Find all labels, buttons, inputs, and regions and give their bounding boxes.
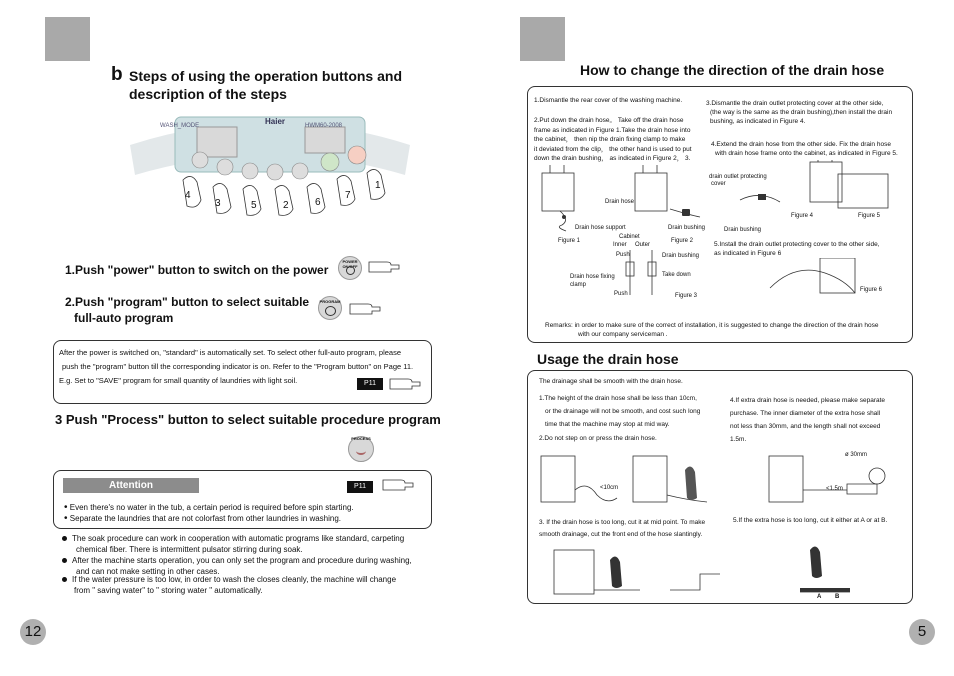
pointing-hand-icon-3 xyxy=(388,375,422,393)
right-page-tab xyxy=(520,17,565,61)
attention-label: Attention xyxy=(63,478,199,493)
left-title-line2: description of the steps xyxy=(129,86,287,102)
panel-brand: Haier xyxy=(265,117,286,126)
power-button-icon xyxy=(338,256,362,280)
usage-3-line2: smooth drainage, cut the front end of the hose slantingly. xyxy=(539,531,703,538)
usage-title: Usage the drain hose xyxy=(537,351,679,367)
note-1-line2: chemical fiber. There is intermittent pulsator stirring during soak. xyxy=(76,545,303,554)
dir-step3-line2: (the way is the same as the drain bushing),then install the drain xyxy=(710,109,893,116)
finger-number-5: 6 xyxy=(315,197,321,208)
finger-number-6: 7 xyxy=(345,190,351,201)
pointing-hand-icon xyxy=(367,258,401,276)
dir-step2-line2: frame as indicated in Figure 1.Take the drain hose into xyxy=(534,126,691,134)
label-figure-1: Figure 1 xyxy=(558,238,581,244)
right-page-number: 5 xyxy=(909,619,935,645)
figure-4-5-illustration xyxy=(720,160,900,220)
dir-step3-line1: 3.Dismantle the drain outlet protecting cover at the other side, xyxy=(706,100,884,107)
attention-item-1: • Even there's no water in the tub, a certain period is required before spin starting. xyxy=(64,502,354,513)
usage-1-line2: or the drainage will not be smooth, and cost such long xyxy=(545,408,701,415)
step3-text: 3 Push "Process" button to select suitable procedure program xyxy=(55,412,441,427)
left-title-line1: Steps of using the operation buttons and xyxy=(129,68,402,84)
info-line1: After the power is switched on, "standard" is automatically set. To select other full-auto program, please xyxy=(59,348,402,357)
left-page-tab xyxy=(45,17,90,61)
power-button-label: POWER ON/OFF xyxy=(342,259,358,269)
label-cabinet: Cabinet xyxy=(619,234,640,240)
label-take-down: Take down xyxy=(662,272,691,278)
finger-number-7: 1 xyxy=(375,180,381,191)
label-drain-bushing: Drain bushing xyxy=(668,225,706,231)
usage-1-line1: 1.The height of the drain hose shall be less than 10cm, xyxy=(539,395,697,402)
label-b: B xyxy=(835,594,840,600)
note-3 xyxy=(62,574,442,596)
usage-intro: The drainage shall be smooth with the drain hose. xyxy=(539,378,683,385)
dir-step4-line2: with drain hose frame onto the cabinet, as indicated in Figure 5. xyxy=(715,150,898,157)
pointing-hand-icon-2 xyxy=(348,300,382,318)
label-figure-2: Figure 2 xyxy=(671,238,694,244)
attention-item-2: • Separate the laundries that are not colorfast from other laundries in washing. xyxy=(64,513,342,524)
note-2-line2: and can not make setting in other cases. xyxy=(76,567,220,576)
usage-3-line1: 3. If the drain hose is too long, cut it at mid point. To make xyxy=(539,519,706,526)
pointing-hand-icon-4 xyxy=(381,476,415,494)
remarks xyxy=(545,321,878,339)
dir-step1: 1.Dismantle the rear cover of the washing machine. xyxy=(534,97,683,104)
dir-step2-line4: it deviated from the clip， the other hand is used to put xyxy=(534,145,692,153)
label-push: Push xyxy=(616,252,630,258)
dir-step2-line1: 2.Put down the drain hose。 Take off the drain hose xyxy=(534,117,684,124)
section-letter: b xyxy=(111,64,123,85)
dir-step5-line2: as indicated in Figure 6 xyxy=(714,250,782,257)
remarks-line2: with our company serviceman . xyxy=(578,331,668,338)
info-line3: E.g. Set to "SAVE" program for small quantity of laundries with light soil. xyxy=(59,376,298,385)
process-button-label: PROCESS xyxy=(351,436,371,441)
usage-3 xyxy=(539,517,705,541)
power-symbol-icon xyxy=(346,266,355,275)
note-3-line2: from " saving water" to " storing water " automatically. xyxy=(74,586,263,595)
usage-2: 2.Do not step on or press the drain hose. xyxy=(539,435,657,442)
label-drain-hose-support: Drain hose support xyxy=(575,225,626,231)
label-push-2: Push xyxy=(614,291,628,297)
attention-item-1-text: Even there's no water in the tub, a certain period is required before spin starting. xyxy=(69,503,354,512)
label-figure-3: Figure 3 xyxy=(675,293,698,299)
figure-3-illustration xyxy=(620,250,660,295)
label-figure-6: Figure 6 xyxy=(860,287,883,293)
label-1-5m: <1.5m xyxy=(826,486,843,492)
finger-number-1: 4 xyxy=(185,190,191,201)
label-drain-bushing-2: Drain bushing xyxy=(662,253,700,259)
usage-4-line3: not less than 30mm, and the length shall not exceed xyxy=(730,423,881,430)
label-figure-4: Figure 4 xyxy=(791,213,814,219)
step2-line1: 2.Push "program" button to select suitable xyxy=(65,295,310,309)
label-a: A xyxy=(817,594,822,600)
dir-step5 xyxy=(714,240,880,258)
dir-step4 xyxy=(711,140,898,158)
label-10cm: <10cm xyxy=(600,485,619,491)
panel-mode-text: WASH_MODE xyxy=(160,123,200,129)
usage-4-line2: purchase. The inner diameter of the extra hose shall xyxy=(730,410,881,417)
step1-text: 1.Push "power" button to switch on the power xyxy=(65,263,329,277)
usage-4 xyxy=(730,394,885,446)
finger-number-2: 3 xyxy=(215,198,221,209)
attention-item-2-text: Separate the laundries that are not colorfast from other laundries in washing. xyxy=(69,514,342,523)
usage-5: 5.If the extra hose is too long, cut it either at A or at B. xyxy=(733,517,888,524)
note-1 xyxy=(62,533,442,555)
figure-6-illustration xyxy=(765,258,865,303)
label-outer: Outer xyxy=(635,242,651,248)
label-30mm: ø 30mm xyxy=(845,452,868,458)
label-fixing-clamp-2: clamp xyxy=(570,282,587,288)
finger-number-4: 2 xyxy=(283,200,289,211)
usage-1 xyxy=(539,392,700,431)
panel-model: HWM60-2008 xyxy=(305,123,343,129)
attention-page-ref: P11 xyxy=(347,481,373,493)
dir-step2-line5: down the drain bushing， as indicated in Figure 2， 3. xyxy=(534,155,691,162)
dir-step3 xyxy=(706,99,892,126)
step2-line2: full-auto program xyxy=(74,311,174,325)
left-page-number: 12 xyxy=(20,619,46,645)
usage-4-line4: 1.5m. xyxy=(730,436,747,443)
program-button-icon xyxy=(318,296,342,320)
dir-step2 xyxy=(534,116,692,164)
label-figure-5: Figure 5 xyxy=(858,213,881,219)
usage-1-line3: time that the machine may stop at mid way. xyxy=(545,421,670,428)
process-button-icon xyxy=(348,436,374,462)
note-2-line1: After the machine starts operation, you can only set the program and procedure during washing, xyxy=(72,556,412,565)
program-button-label: PROGRAM xyxy=(319,299,341,304)
note-1-line1: The soak procedure can work in cooperation with automatic programs like standard, carpeting xyxy=(72,534,405,543)
usage-illustrations-top xyxy=(537,450,907,510)
dir-step5-line1: 5.Install the drain outlet protecting cover to the other side, xyxy=(714,241,880,248)
process-swirl-icon xyxy=(356,447,366,455)
finger-number-3: 5 xyxy=(251,200,257,211)
dir-step4-line1: 4.Extend the drain hose from the other side. Fix the drain hose xyxy=(711,141,891,148)
label-drain-hose: Drain hose xyxy=(605,199,635,205)
label-fixing-clamp-1: Drain hose fixing xyxy=(570,274,615,280)
label-inner: Inner xyxy=(613,242,627,248)
dir-step2-line3: the cabinet， then nip the drain fixing clamp to make xyxy=(534,136,686,143)
label-outlet-cover-2: cover xyxy=(711,181,726,187)
usage-illustrations-bottom xyxy=(550,540,870,598)
page-ref-badge: P11 xyxy=(357,378,383,390)
program-face-icon xyxy=(325,306,336,316)
info-line2: push the "program" button till the corresponding indicator is on. Refer to the "Program button" on Page 11. xyxy=(62,362,414,371)
dir-step3-line3: bushing, as indicated in Figure 4. xyxy=(710,118,806,125)
remarks-line1: Remarks: in order to make sure of the correct of installation, it is suggested to change the direction of the drain hose xyxy=(545,322,879,329)
note-3-line1: If the water pressure is too low, in order to wash the closes cleanly, the machine will change xyxy=(72,575,397,584)
label-drain-bushing-3: Drain bushing xyxy=(724,227,762,233)
right-title: How to change the direction of the drain hose xyxy=(580,62,885,78)
label-outlet-cover-1: drain outlet protecting xyxy=(709,174,767,180)
usage-4-line1: 4.If extra drain hose is needed, please make separate xyxy=(730,397,886,404)
